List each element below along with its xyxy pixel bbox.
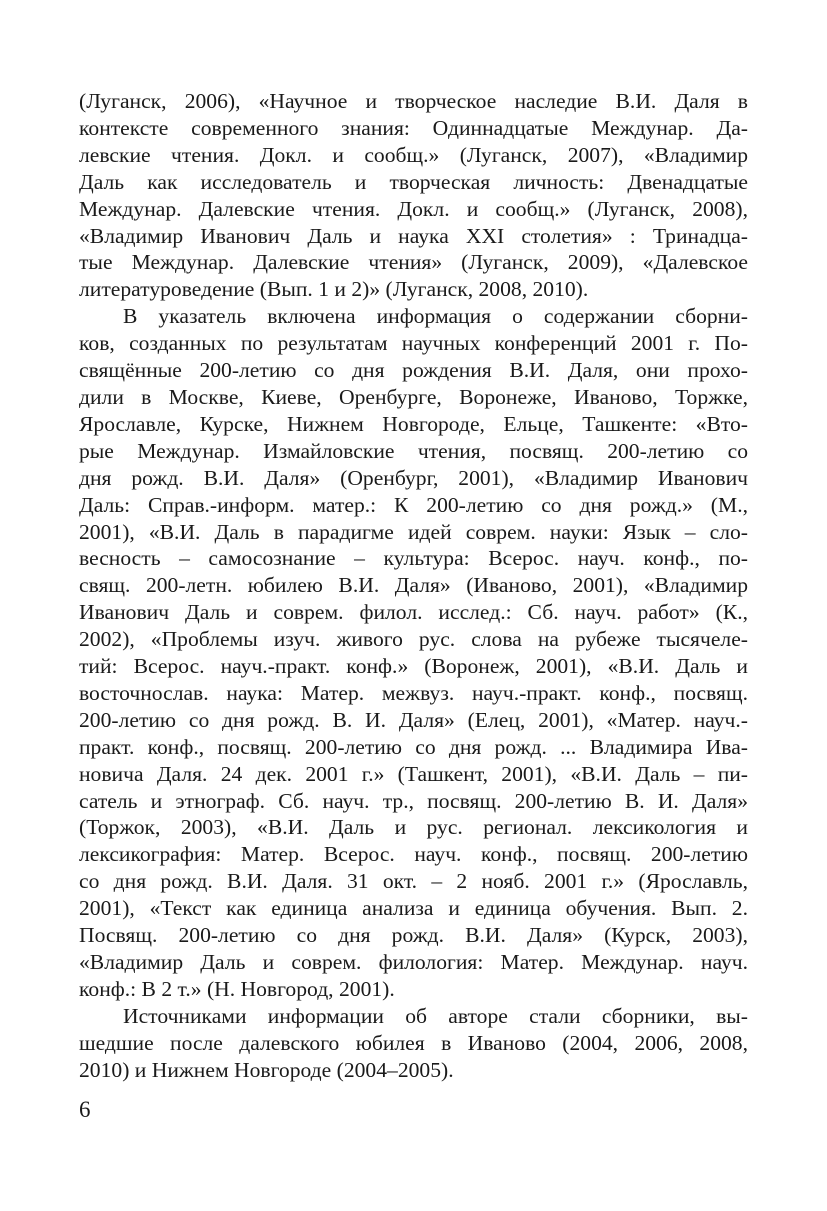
text-line: рые Междунар. Измайловские чтения, посвящ. 200-летию со	[79, 438, 748, 463]
text-line: со дня рожд. В.И. Даля. 31 окт. – 2 нояб. 2001 г.» (Ярославль,	[79, 869, 748, 894]
text-line: Иванович Даль и соврем. филол. исслед.: Сб. науч. работ» (К.,	[79, 600, 748, 625]
text-line: тий: Всерос. науч.-практ. конф.» (Воронеж, 2001), «В.И. Даль и	[79, 654, 748, 679]
text-line: новича Даля. 24 дек. 2001 г.» (Ташкент, 2001), «В.И. Даль – пи-	[79, 761, 748, 786]
text-line: Междунар. Далевские чтения. Докл. и сообщ.» (Луганск, 2008),	[79, 196, 748, 221]
text-line: Посвящ. 200-летию со дня рожд. В.И. Даля» (Курск, 2003),	[79, 923, 748, 948]
text-line: лексикография: Матер. Всерос. науч. конф., посвящ. 200-летию	[79, 842, 748, 867]
text-line: свящ. 200-летн. юбилею В.И. Даля» (Иваново, 2001), «Владимир	[79, 573, 748, 598]
text-line: восточнослав. наука: Матер. межвуз. науч.-практ. конф., посвящ.	[79, 680, 748, 705]
text-line: Источниками информации об авторе стали сборники, вы-	[123, 1003, 748, 1028]
text-line: 2002), «Проблемы изуч. живого рус. слова на рубеже тысячеле-	[79, 627, 748, 652]
text-line: ков, созданных по результатам научных конференций 2001 г. По-	[79, 331, 748, 356]
text-line: «Владимир Даль и соврем. филология: Матер. Междунар. науч.	[79, 950, 748, 974]
text-line: литературоведение (Вып. 1 и 2)» (Луганск, 2008, 2010).	[79, 277, 589, 302]
text-line: 200-летию со дня рожд. В. И. Даля» (Елец, 2001), «Матер. науч.-	[79, 707, 748, 732]
text-line: левские чтения. Докл. и сообщ.» (Луганск, 2007), «Владимир	[79, 142, 748, 167]
document-body	[79, 88, 748, 1084]
page-number: 6	[79, 1097, 91, 1122]
text-line: «Владимир Иванович Даль и наука XXI столетия» : Тринадца-	[79, 223, 748, 248]
text-line: шедшие после далевского юбилея в Иваново (2004, 2006, 2008,	[79, 1030, 748, 1055]
text-line: (Луганск, 2006), «Научное и творческое наследие В.И. Даля в	[79, 89, 748, 113]
text-line: практ. конф., посвящ. 200-летию со дня рожд. ... Владимира Ива-	[79, 734, 748, 759]
text-line: Даль как исследователь и творческая личность: Двенадцатые	[79, 169, 748, 194]
text-line: тые Междунар. Далевские чтения» (Луганск, 2009), «Далевское	[79, 250, 748, 275]
text-line: Даль: Справ.-информ. матер.: К 200-летию со дня рожд.» (М.,	[79, 492, 748, 517]
text-line: 2001), «Текст как единица анализа и единица обучения. Вып. 2.	[79, 896, 748, 921]
text-line: (Торжок, 2003), «В.И. Даль и рус. регионал. лексикология и	[79, 815, 748, 840]
text-line: дня рожд. В.И. Даля» (Оренбург, 2001), «Владимир Иванович	[79, 465, 748, 490]
paragraph-1	[79, 88, 748, 303]
text-line: контексте современного знания: Одиннадцатые Междунар. Да-	[79, 115, 748, 140]
text-line: сатель и этнограф. Сб. науч. тр., посвящ. 200-летию В. И. Даля»	[79, 788, 748, 813]
text-line: свящённые 200-летию со дня рождения В.И. Даля, они прохо-	[79, 358, 748, 383]
paragraph-3	[79, 1003, 748, 1084]
text-line: 2001), «В.И. Даль в парадигме идей соврем. науки: Язык – сло-	[79, 519, 748, 544]
text-line: весность – самосознание – культура: Всерос. науч. конф., по-	[79, 546, 748, 571]
text-line: конф.: В 2 т.» (Н. Новгород, 2001).	[79, 976, 395, 1001]
text-line: В указатель включена информация о содержании сборни-	[123, 304, 748, 329]
paragraph-2	[79, 303, 748, 1003]
text-line: Ярославле, Курске, Нижнем Новгороде, Ельце, Ташкенте: «Вто-	[79, 411, 748, 436]
text-line: 2010) и Нижнем Новгороде (2004–2005).	[79, 1057, 454, 1082]
text-line: дили в Москве, Киеве, Оренбурге, Воронеже, Иваново, Торжке,	[79, 384, 748, 409]
